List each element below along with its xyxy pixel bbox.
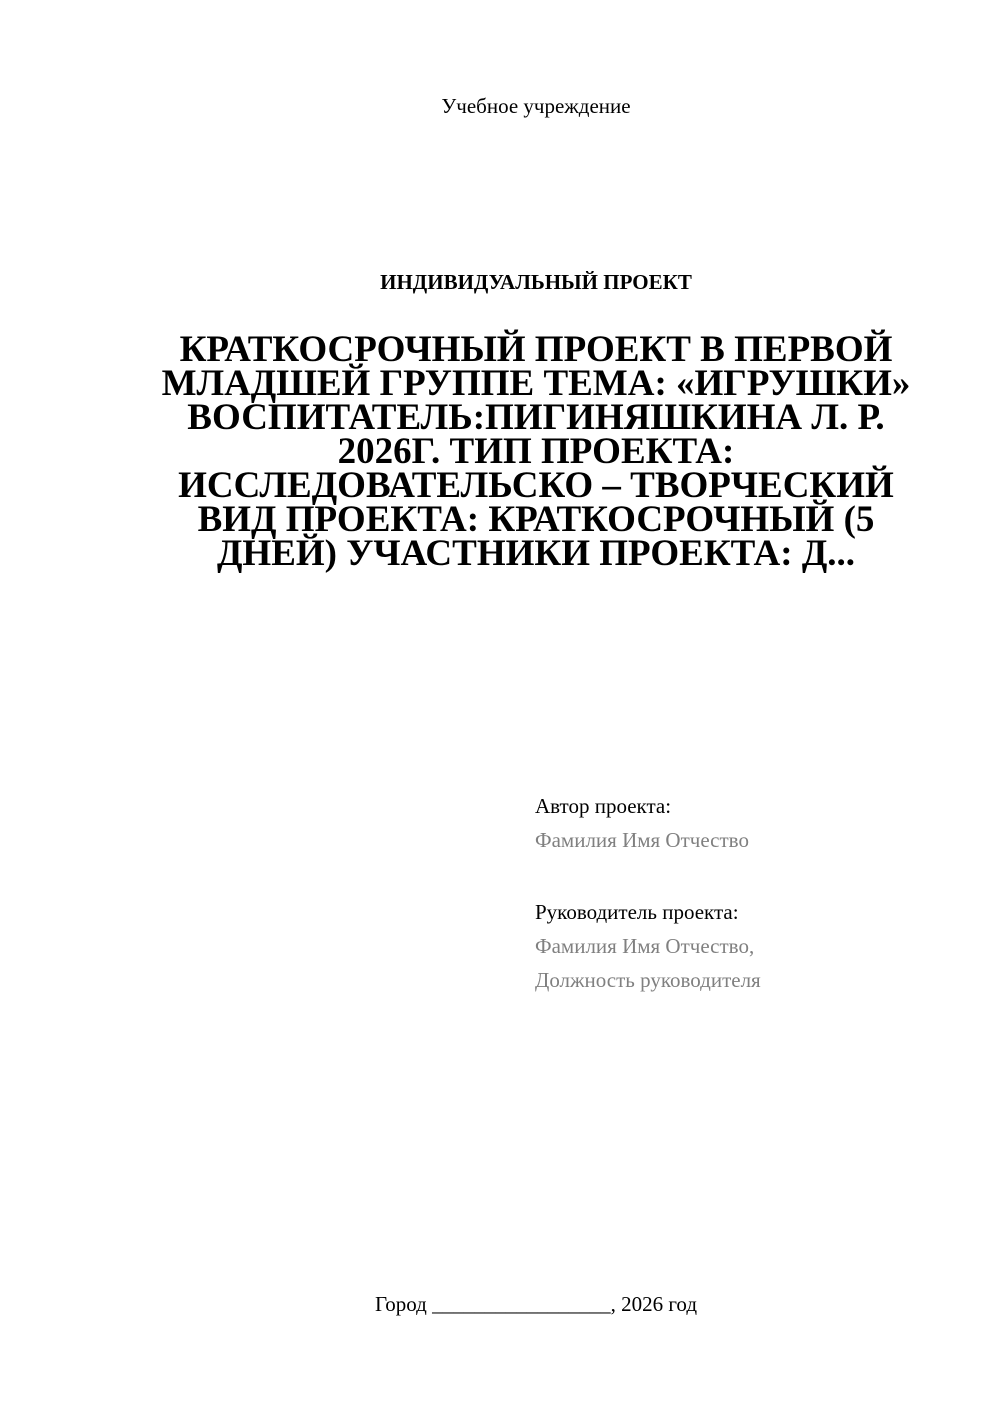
credits-block <box>535 789 965 997</box>
author-name: Фамилия Имя Отчество <box>535 828 749 852</box>
supervisor-name: Фамилия Имя Отчество, <box>535 934 755 958</box>
author-label: Автор проекта: <box>535 794 672 818</box>
project-title: КРАТКОСРОЧНЫЙ ПРОЕКТ В ПЕРВОЙ МЛАДШЕЙ ГРУППЕ ТЕМА: «ИГРУШКИ» ВОСПИТАТЕЛЬ:ПИГИНЯШКИНА Л. Р. 2026Г. ТИП ПРОЕКТА: ИССЛЕДОВАТЕЛЬСКО – ТВОРЧЕСКИЙ ВИД ПРОЕКТА: КРАТКОСРОЧНЫЙ (5 ДНЕЙ) УЧАСТНИКИ ПРОЕКТА: Д... <box>161 329 911 574</box>
institution-name: Учебное учреждение <box>441 94 631 118</box>
credits-spacer <box>535 857 965 895</box>
city-year-line: Город _________________, 2026 год <box>374 1292 698 1316</box>
supervisor-label: Руководитель проекта: <box>535 900 739 924</box>
document-type-heading: ИНДИВИДУАЛЬНЫЙ ПРОЕКТ <box>380 270 692 294</box>
supervisor-position: Должность руководителя <box>535 968 761 992</box>
